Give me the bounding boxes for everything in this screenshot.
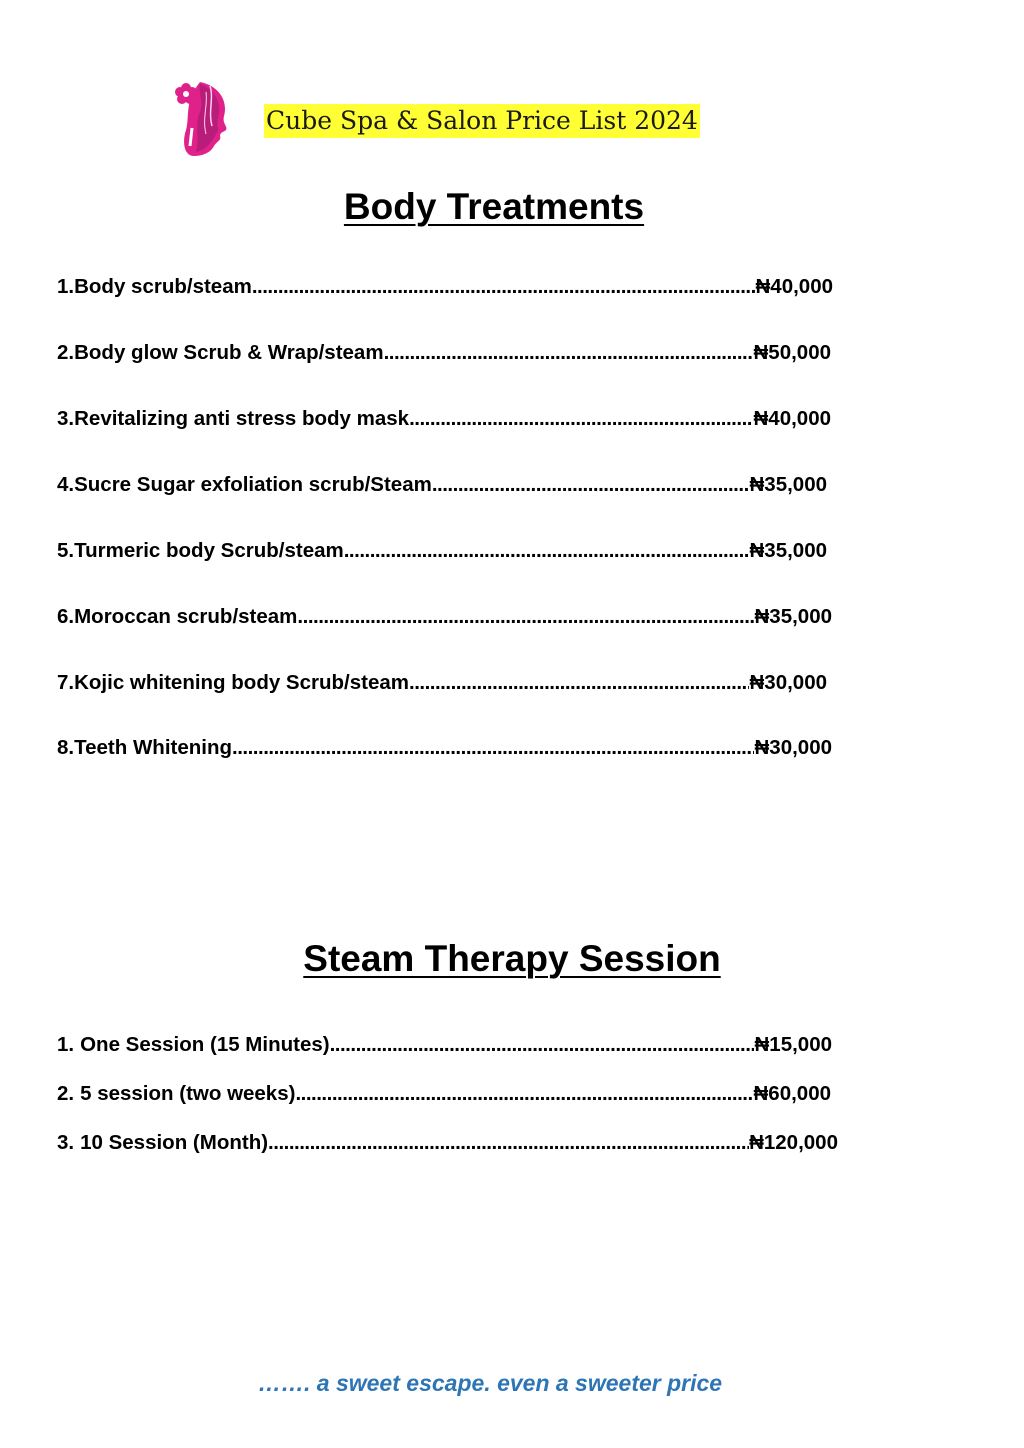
item-price: ₦15,000 (754, 1033, 832, 1056)
item-name: 5 session (two weeks) (80, 1082, 296, 1105)
item-number: 3. (57, 1131, 75, 1154)
item-price: ₦60,000 (753, 1082, 831, 1105)
item-price: ₦30,000 (754, 736, 832, 759)
dot-leader (330, 1030, 755, 1060)
item-name: Sucre Sugar exfoliation scrub/Steam (74, 473, 432, 496)
item-name: Teeth Whitening (74, 736, 233, 759)
item-number: 8. (57, 736, 75, 759)
section-heading-body-treatments: Body Treatments (343, 186, 645, 227)
dot-leader (409, 404, 753, 434)
item-price: ₦30,000 (749, 671, 827, 694)
item-name: Revitalizing anti stress body mask (74, 407, 410, 430)
item-number: 3. (57, 407, 75, 430)
item-name: Kojic whitening body Scrub/steam (74, 671, 409, 694)
item-number: 5. (57, 539, 75, 562)
item-price: ₦120,000 (749, 1131, 838, 1154)
item-price: ₦35,000 (754, 605, 832, 628)
item-number: 1. (57, 275, 75, 298)
price-row-sugar-scrub (57, 470, 827, 500)
dot-leader (432, 470, 750, 500)
item-number: 6. (57, 605, 75, 628)
item-price: ₦35,000 (749, 539, 827, 562)
item-name: Body scrub/steam (74, 275, 252, 298)
document-title: Cube Spa & Salon Price List 2024 (264, 104, 700, 138)
item-number: 2. (57, 341, 75, 364)
price-row-body-glow (57, 338, 831, 368)
dot-leader (268, 1128, 749, 1158)
item-name: One Session (15 Minutes) (80, 1033, 330, 1056)
price-row-moroccan-scrub (57, 602, 832, 632)
item-price: ₦40,000 (755, 275, 833, 298)
price-row-five-sessions (57, 1079, 831, 1109)
item-name: 10 Session (Month) (80, 1131, 269, 1154)
price-row-body-mask (57, 404, 831, 434)
price-row-one-session (57, 1030, 832, 1060)
dot-leader (344, 536, 750, 566)
footer-tagline: ……. a sweet escape. even a sweeter price (258, 1370, 723, 1396)
item-name: Turmeric body Scrub/steam (74, 539, 344, 562)
dot-leader (409, 668, 749, 698)
item-price: ₦50,000 (753, 341, 831, 364)
price-row-ten-sessions (57, 1128, 838, 1158)
dot-leader (295, 1079, 753, 1109)
price-row-kojic-scrub (57, 668, 827, 698)
dot-leader (384, 338, 754, 368)
price-row-teeth-whitening (57, 733, 832, 763)
price-row-turmeric-scrub (57, 536, 827, 566)
dot-leader (297, 602, 754, 632)
item-name: Moroccan scrub/steam (74, 605, 298, 628)
dot-leader (252, 272, 756, 302)
item-name: Body glow Scrub & Wrap/steam (74, 341, 384, 364)
item-price: ₦40,000 (753, 407, 831, 430)
item-number: 2. (57, 1082, 75, 1105)
section-heading-steam-therapy: Steam Therapy Session (303, 938, 721, 979)
item-number: 7. (57, 671, 75, 694)
price-row-body-scrub (57, 272, 833, 302)
dot-leader (232, 733, 754, 763)
item-price: ₦35,000 (749, 473, 827, 496)
item-number: 4. (57, 473, 75, 496)
item-number: 1. (57, 1033, 75, 1056)
flower-face-logo-icon (170, 72, 234, 160)
